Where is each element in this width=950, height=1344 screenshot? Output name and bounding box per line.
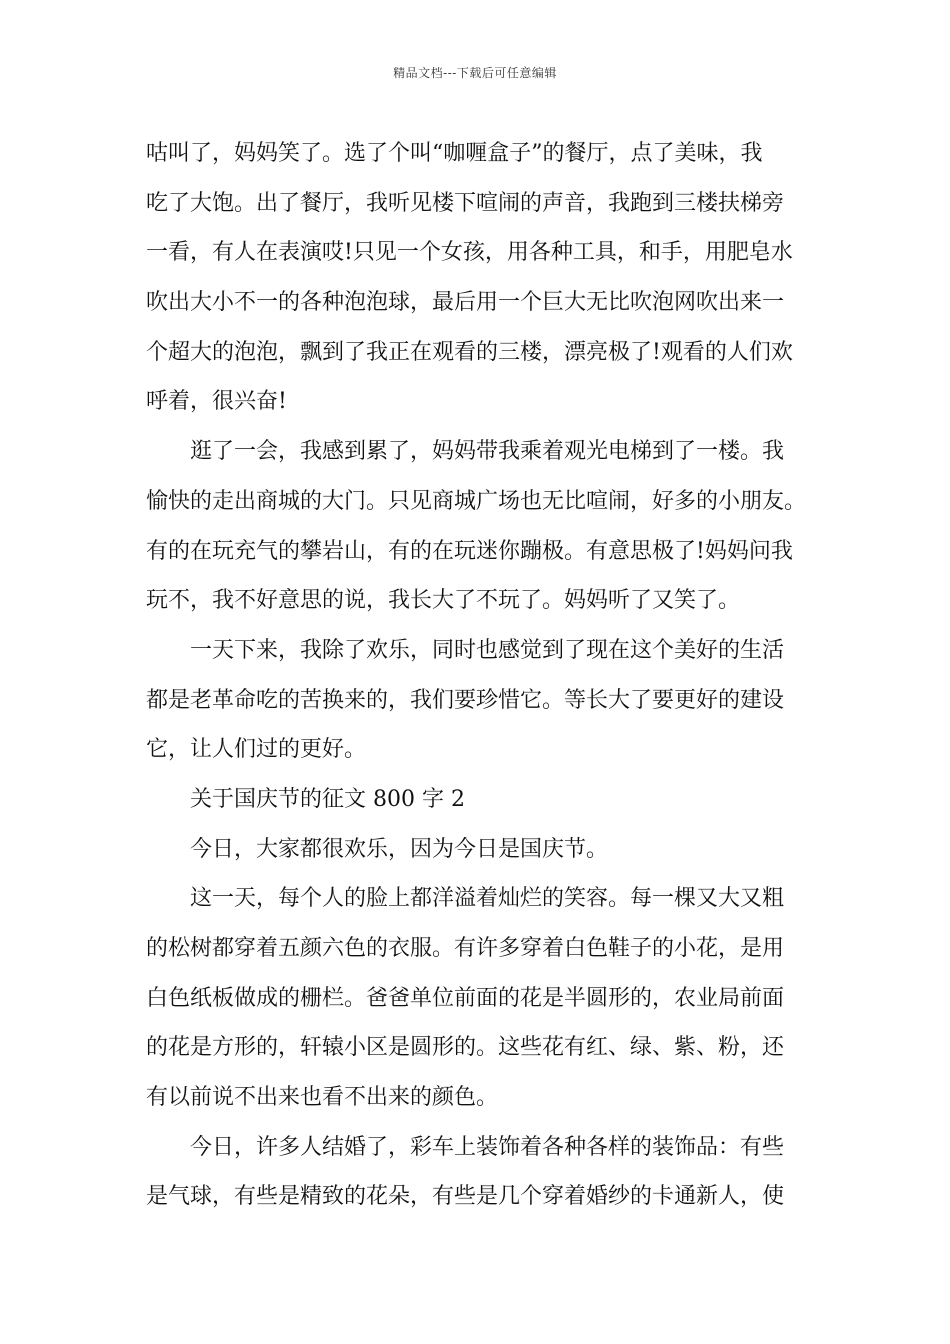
text-line: 这一天，每个人的脸上都洋溢着灿烂的笑容。每一棵又大又粗 xyxy=(190,886,785,912)
text-line: 关于国庆节的征文 800 字 2 xyxy=(190,786,465,812)
document-body xyxy=(146,129,826,1222)
page-header: 精品文档---下载后可任意编辑 xyxy=(393,66,557,80)
text-line: 的松树都穿着五颜六色的衣服。有许多穿着白色鞋子的小花，是用 xyxy=(146,936,785,961)
text-line: 有的在玩充气的攀岩山，有的在玩迷你蹦极。有意思极了!妈妈问我 xyxy=(146,538,793,564)
text-line: 的花是方形的，轩辕小区是圆形的。这些花有红、绿、紫、粉，还 xyxy=(146,1035,785,1061)
text-line: 今日，许多人结婚了，彩车上装饰着各种各样的装饰品：有些 xyxy=(190,1134,785,1160)
text-line: 呼着，很兴奋! xyxy=(146,389,287,415)
text-line: 个超大的泡泡，飘到了我正在观看的三楼，漂亮极了!观看的人们欢 xyxy=(146,339,793,365)
text-line: 是气球，有些是精致的花朵，有些是几个穿着婚纱的卡通新人，使 xyxy=(146,1184,785,1210)
text-line: 今日，大家都很欢乐，因为今日是国庆节。 xyxy=(190,836,609,862)
text-line: 咕叫了，妈妈笑了。选了个叫“咖喱盒子”的餐厅，点了美味，我 xyxy=(146,141,763,166)
text-line: 逛了一会，我感到累了，妈妈带我乘着观光电梯到了一楼。我 xyxy=(190,439,785,465)
text-line: 都是老革命吃的苦换来的，我们要珍惜它。等长大了要更好的建设 xyxy=(146,687,785,713)
text-line: 吃了大饱。出了餐厅，我听见楼下喧闹的声音，我跑到三楼扶梯旁 xyxy=(146,190,785,216)
text-line: 愉快的走出商城的大门。只见商城广场也无比喧闹，好多的小朋友。 xyxy=(146,488,807,514)
text-line: 有以前说不出来也看不出来的颜色。 xyxy=(146,1085,499,1111)
text-line: 一看，有人在表演哎!只见一个女孩，用各种工具，和手，用肥皂水 xyxy=(146,240,793,266)
text-line: 一天下来，我除了欢乐，同时也感觉到了现在这个美好的生活 xyxy=(190,637,785,663)
text-line: 吹出大小不一的各种泡泡球，最后用一个巨大无比吹泡网吹出来一 xyxy=(146,290,785,316)
text-line: 它，让人们过的更好。 xyxy=(146,737,367,763)
text-line: 玩不，我不好意思的说，我长大了不玩了。妈妈听了又笑了。 xyxy=(146,588,741,614)
text-line: 白色纸板做成的栅栏。爸爸单位前面的花是半圆形的，农业局前面 xyxy=(146,985,785,1011)
